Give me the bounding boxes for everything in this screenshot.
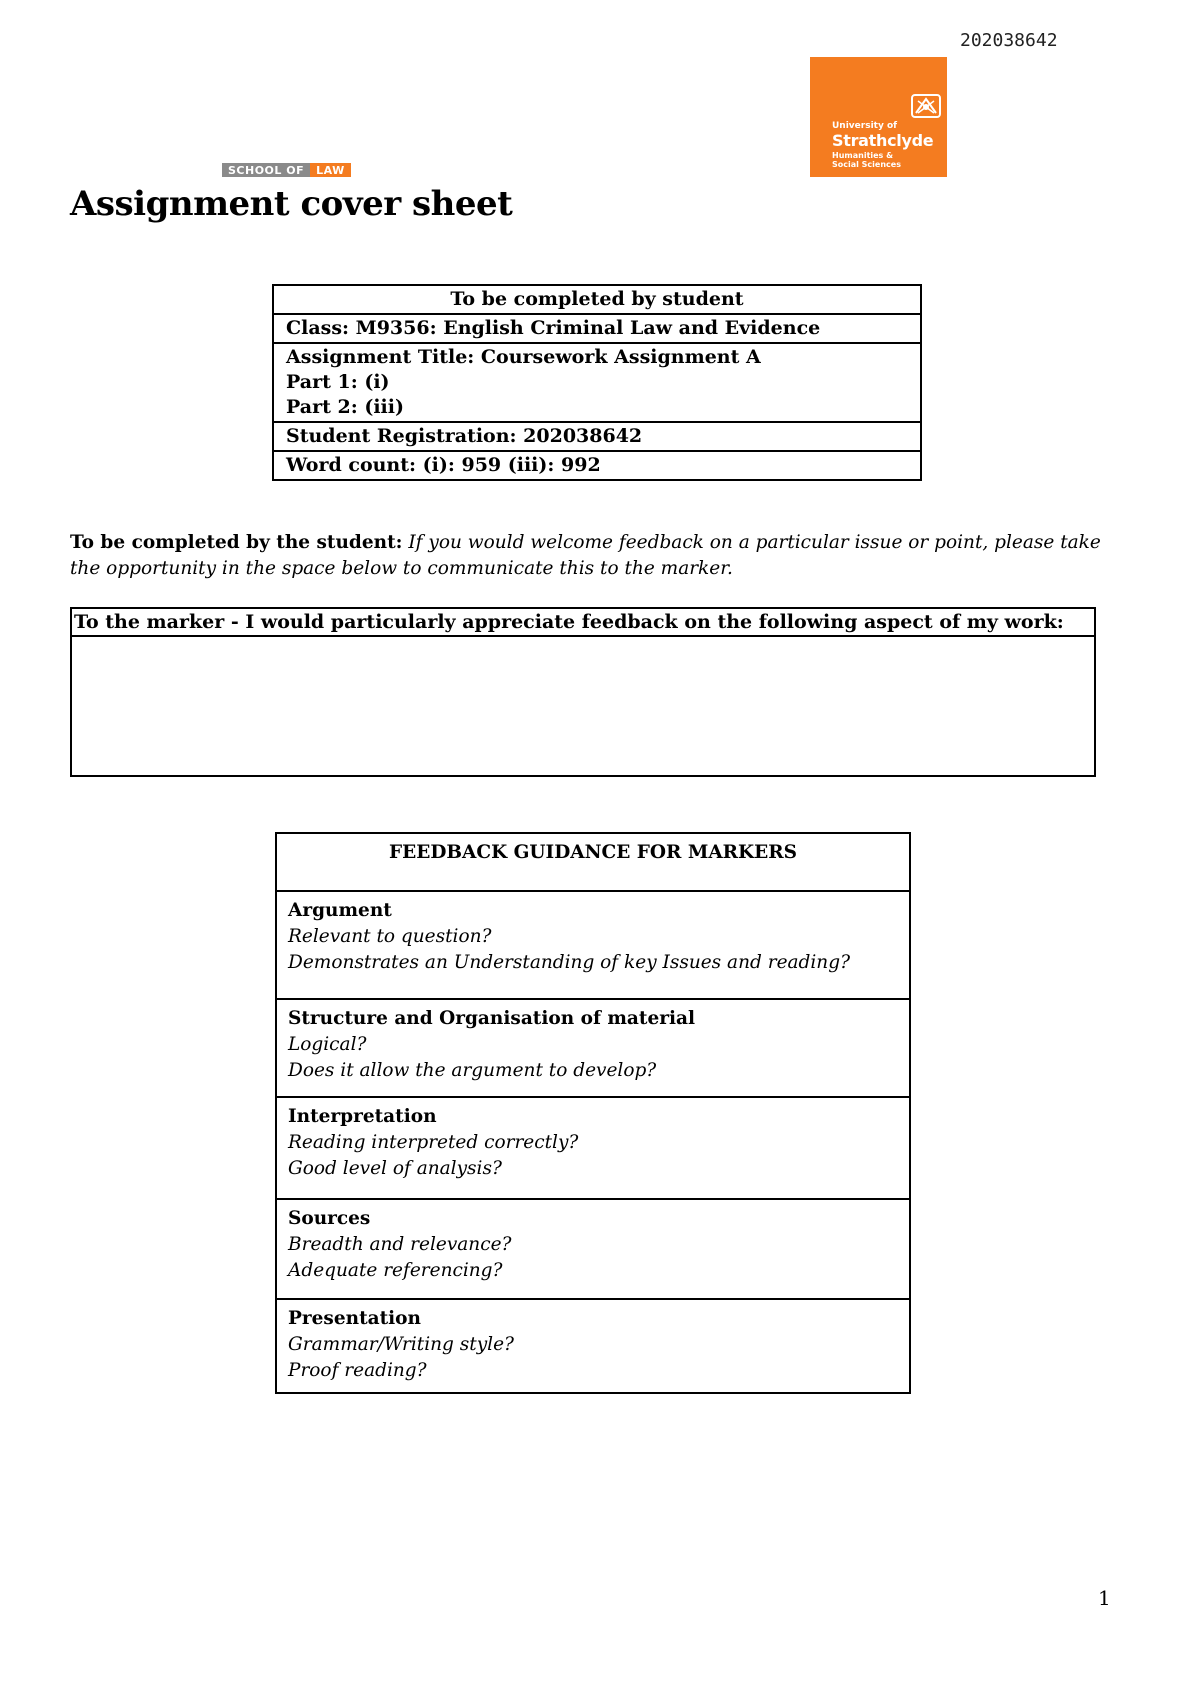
section-question: Good level of analysis?: [288, 1158, 502, 1179]
guidance-section-sources: [276, 1199, 910, 1299]
section-question: Adequate referencing?: [288, 1260, 503, 1281]
class-row: Class: M9356: English Criminal Law and Evidence: [273, 314, 921, 343]
instruction-text: If you would welcome feedback on a particular issue or point, please take the opportunity in the space below to communicate this to the marker.: [70, 532, 1101, 579]
logo-line-humanities: Humanities &: [832, 151, 894, 160]
university-logo: [810, 57, 947, 177]
section-question: Grammar/Writing style?: [288, 1334, 514, 1355]
section-question: Demonstrates an Understanding of key Issues and reading?: [288, 952, 850, 973]
page-number: 1: [1098, 1586, 1111, 1610]
feedback-guidance-table: [275, 832, 911, 1394]
section-title: Structure and Organisation of material: [288, 1008, 696, 1029]
school-of-law-tag: [222, 163, 351, 177]
logo-line-strathclyde: Strathclyde: [832, 131, 934, 150]
logo-line-faculty: [832, 151, 901, 169]
assignment-title: Assignment Title: Coursework Assignment A: [286, 346, 761, 368]
student-details-table: [272, 284, 922, 481]
marker-feedback-box: [70, 607, 1096, 777]
section-question: Does it allow the argument to develop?: [288, 1060, 657, 1081]
word-count-row: Word count: (i): 959 (iii): 992: [273, 451, 921, 480]
page-title: Assignment cover sheet: [70, 184, 513, 224]
guidance-header: FEEDBACK GUIDANCE FOR MARKERS: [276, 833, 910, 891]
section-question: Logical?: [288, 1034, 367, 1055]
student-instruction: [70, 530, 1120, 582]
section-question: Reading interpreted correctly?: [288, 1132, 579, 1153]
section-title: Interpretation: [288, 1106, 437, 1127]
section-question: Proof reading?: [288, 1360, 427, 1381]
school-tag-right: LAW: [310, 163, 351, 177]
part2: Part 2: (iii): [286, 396, 404, 418]
header-student-id: 202038642: [960, 30, 1058, 51]
student-table-header: To be completed by student: [273, 285, 921, 314]
section-question: Breadth and relevance?: [288, 1234, 512, 1255]
school-tag-left: SCHOOL OF: [222, 163, 310, 177]
section-title: Sources: [288, 1208, 371, 1229]
section-question: Relevant to question?: [288, 926, 492, 947]
marker-box-header: To the marker - I would particularly appreciate feedback on the following aspect of my work:: [72, 609, 1094, 637]
section-title: Presentation: [288, 1308, 421, 1329]
guidance-section-argument: [276, 891, 910, 999]
instruction-lead: To be completed by the student:: [70, 532, 403, 553]
logo-line-university-of: University of: [832, 121, 898, 131]
section-title: Argument: [288, 900, 392, 921]
guidance-section-presentation: [276, 1299, 910, 1393]
logo-line-social-sciences: Social Sciences: [832, 160, 901, 169]
registration-row: Student Registration: 202038642: [273, 422, 921, 451]
crest-icon: [908, 93, 944, 121]
guidance-section-structure: [276, 999, 910, 1097]
assignment-title-row: [273, 343, 921, 422]
part1: Part 1: (i): [286, 371, 390, 393]
guidance-section-interpretation: [276, 1097, 910, 1199]
